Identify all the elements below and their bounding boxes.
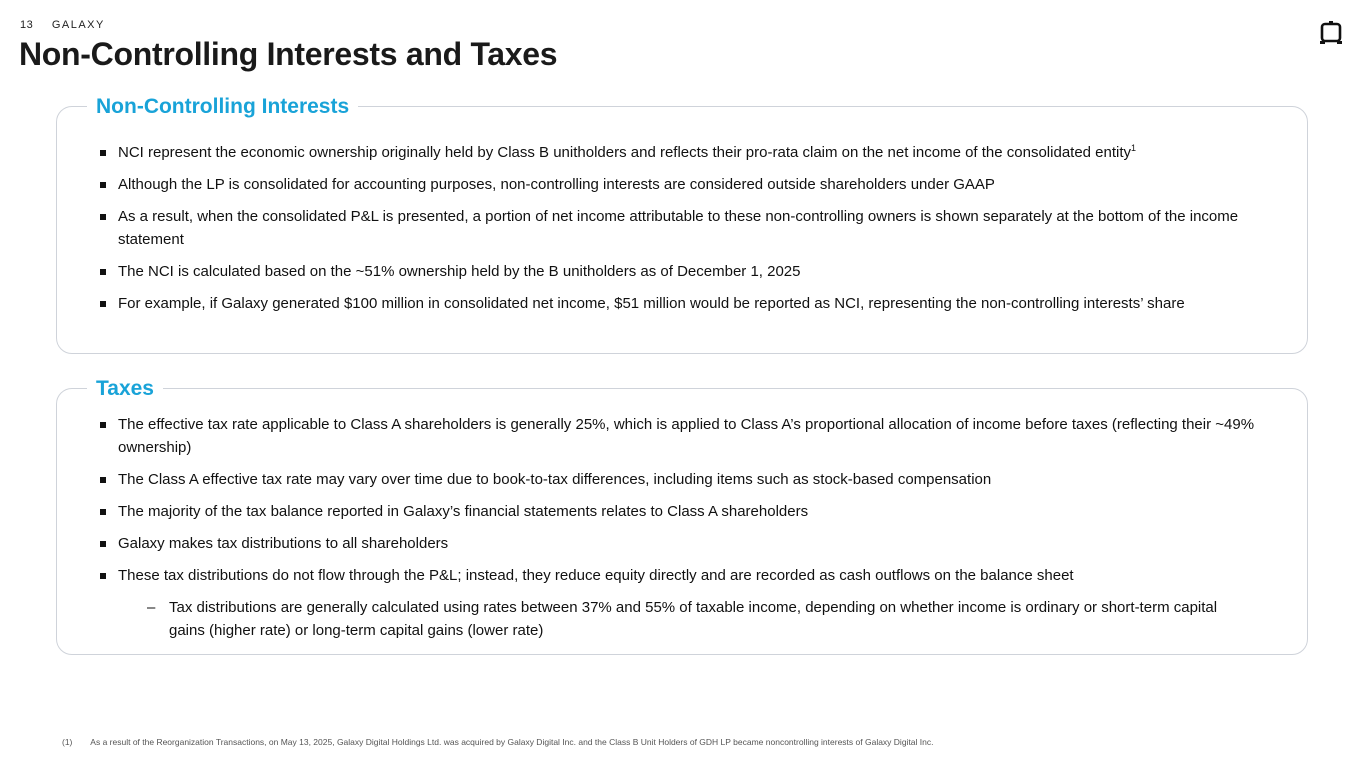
square-bullet-icon	[100, 182, 106, 188]
footnote-ref: 1	[1131, 143, 1137, 153]
list-item-text: For example, if Galaxy generated $100 million in consolidated net income, $51 million would be reported as NCI, representing the non-controlling interests’ share	[118, 295, 1185, 312]
sub-list-item-text: Tax distributions are generally calculated using rates between 37% and 55% of taxable income, depending on whether income is ordinary or short-term capital gains (higher rate) or long-term capital gains (lower rate)	[169, 599, 1218, 639]
list-item	[57, 173, 1307, 196]
list-item-text: Although the LP is consolidated for accounting purposes, non-controlling interests are considered outside shareholders under GAAP	[118, 176, 995, 193]
list-item-text: NCI represent the economic ownership originally held by Class B unitholders and reflects their pro-rata claim on the net income of the consolidated entity	[118, 144, 1132, 161]
list-item	[57, 141, 1307, 164]
footnote-text: As a result of the Reorganization Transactions, on May 13, 2025, Galaxy Digital Holdings Ltd. was acquired by Galaxy Digital Inc. and the Class B Unit Holders of GDH LP became noncontrolling interests of Galaxy Digital Inc.	[90, 737, 934, 747]
square-bullet-icon	[100, 477, 106, 483]
list-item	[57, 413, 1307, 459]
sub-list-item	[57, 596, 1307, 642]
nci-section	[56, 95, 1308, 354]
list-item-text: The effective tax rate applicable to Class A shareholders is generally 25%, which is applied to Class A’s proportional allocation of income before taxes (reflecting their ~49% ownership)	[118, 416, 1255, 456]
list-item-text: As a result, when the consolidated P&L is presented, a portion of net income attributable to these non-controlling owners is shown separately at the bottom of the income statement	[118, 208, 1239, 248]
nci-bullet-list	[57, 141, 1307, 324]
list-item	[57, 564, 1307, 587]
taxes-bullet-list	[57, 413, 1307, 651]
page-number: 13	[20, 19, 34, 31]
header-meta	[20, 19, 105, 31]
square-bullet-icon	[100, 150, 106, 156]
list-item	[57, 205, 1307, 251]
list-item	[57, 468, 1307, 491]
square-bullet-icon	[100, 509, 106, 515]
brand-name: GALAXY	[51, 19, 105, 31]
list-item	[57, 500, 1307, 523]
list-item	[57, 292, 1307, 315]
taxes-section	[56, 377, 1308, 655]
square-bullet-icon	[100, 214, 106, 220]
square-bullet-icon	[100, 541, 106, 547]
list-item	[57, 532, 1307, 555]
footnote	[62, 737, 933, 747]
list-item-text: The Class A effective tax rate may vary over time due to book-to-tax differences, including items such as stock-based compensation	[118, 471, 992, 488]
square-bullet-icon	[100, 269, 106, 275]
dash-icon: –	[147, 599, 156, 616]
page-title: Non-Controlling Interests and Taxes	[19, 36, 558, 72]
square-bullet-icon	[100, 573, 106, 579]
footnote-marker: (1)	[62, 737, 73, 747]
taxes-section-title: Taxes	[87, 376, 163, 402]
list-item-text: Galaxy makes tax distributions to all shareholders	[118, 535, 449, 552]
square-bullet-icon	[100, 422, 106, 428]
nci-section-title: Non-Controlling Interests	[87, 94, 358, 120]
list-item-text: The NCI is calculated based on the ~51% ownership held by the B unitholders as of December 1, 2025	[118, 263, 801, 280]
list-item-text: The majority of the tax balance reported in Galaxy’s financial statements relates to Class A shareholders	[118, 503, 809, 520]
galaxy-logo-icon	[1320, 21, 1342, 44]
square-bullet-icon	[100, 301, 106, 307]
list-item	[57, 260, 1307, 283]
list-item-text: These tax distributions do not flow through the P&L; instead, they reduce equity directly and are recorded as cash outflows on the balance sheet	[118, 567, 1074, 584]
